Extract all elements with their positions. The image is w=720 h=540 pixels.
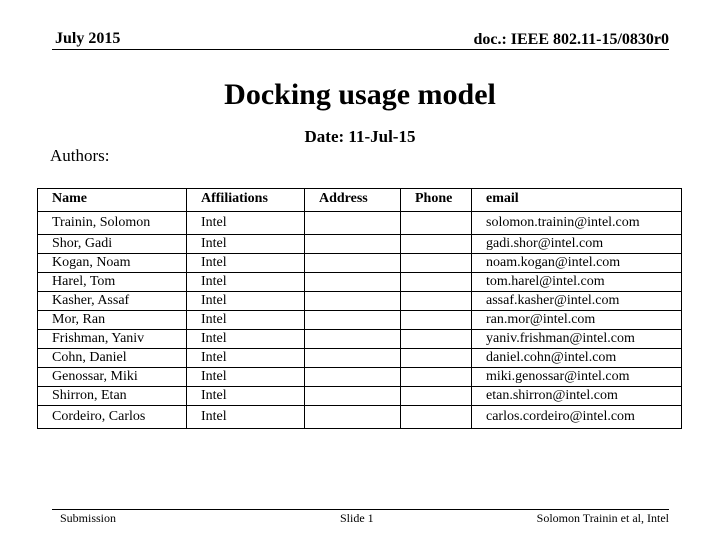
cell-email: miki.genossar@intel.com — [472, 368, 682, 387]
cell-address — [305, 212, 401, 235]
cell-phone — [401, 292, 472, 311]
cell-phone — [401, 273, 472, 292]
footer-submission: Submission — [60, 511, 117, 525]
cell-name: Cohn, Daniel — [38, 349, 187, 368]
cell-phone — [401, 254, 472, 273]
slide-title: Docking usage model — [224, 78, 496, 111]
cell-affiliation: Intel — [187, 273, 305, 292]
footer-divider — [52, 509, 669, 510]
cell-email: tom.harel@intel.com — [472, 273, 682, 292]
cell-phone — [401, 368, 472, 387]
cell-affiliation: Intel — [187, 311, 305, 330]
cell-email: assaf.kasher@intel.com — [472, 292, 682, 311]
cell-email: carlos.cordeiro@intel.com — [472, 406, 682, 429]
header-divider — [52, 49, 669, 50]
cell-email: ran.mor@intel.com — [472, 311, 682, 330]
cell-name: Frishman, Yaniv — [38, 330, 187, 349]
table-row — [38, 254, 682, 273]
cell-email: noam.kogan@intel.com — [472, 254, 682, 273]
table-row — [38, 387, 682, 406]
cell-phone — [401, 387, 472, 406]
cell-affiliation: Intel — [187, 330, 305, 349]
column-header-phone: Phone — [401, 189, 472, 212]
table-row — [38, 212, 682, 235]
table-row — [38, 311, 682, 330]
table-row — [38, 273, 682, 292]
cell-address — [305, 387, 401, 406]
date-line: Date: 11-Jul-15 — [304, 127, 416, 146]
table-row — [38, 406, 682, 429]
table-row — [38, 349, 682, 368]
cell-affiliation: Intel — [187, 254, 305, 273]
cell-name: Kasher, Assaf — [38, 292, 187, 311]
cell-address — [305, 292, 401, 311]
header-doc-id: doc.: IEEE 802.11-15/0830r0 — [473, 31, 669, 48]
table-row — [38, 235, 682, 254]
cell-address — [305, 254, 401, 273]
column-header-affiliations: Affiliations — [187, 189, 305, 212]
cell-phone — [401, 235, 472, 254]
cell-phone — [401, 406, 472, 429]
cell-name: Kogan, Noam — [38, 254, 187, 273]
cell-phone — [401, 212, 472, 235]
cell-email: daniel.cohn@intel.com — [472, 349, 682, 368]
cell-name: Shirron, Etan — [38, 387, 187, 406]
footer-slide-number: Slide 1 — [340, 511, 374, 525]
column-header-name: Name — [38, 189, 187, 212]
cell-affiliation: Intel — [187, 235, 305, 254]
table-row — [38, 368, 682, 387]
cell-affiliation: Intel — [187, 349, 305, 368]
cell-affiliation: Intel — [187, 406, 305, 429]
table-row — [38, 292, 682, 311]
cell-phone — [401, 349, 472, 368]
cell-name: Cordeiro, Carlos — [38, 406, 187, 429]
authors-table — [37, 188, 682, 429]
cell-name: Shor, Gadi — [38, 235, 187, 254]
cell-phone — [401, 330, 472, 349]
cell-address — [305, 406, 401, 429]
cell-phone — [401, 311, 472, 330]
cell-affiliation: Intel — [187, 368, 305, 387]
cell-address — [305, 273, 401, 292]
cell-affiliation: Intel — [187, 292, 305, 311]
cell-address — [305, 330, 401, 349]
cell-address — [305, 349, 401, 368]
authors-label: Authors: — [50, 146, 110, 165]
footer-authors: Solomon Trainin et al, Intel — [536, 511, 669, 525]
cell-affiliation: Intel — [187, 212, 305, 235]
cell-name: Mor, Ran — [38, 311, 187, 330]
cell-email: etan.shirron@intel.com — [472, 387, 682, 406]
cell-email: gadi.shor@intel.com — [472, 235, 682, 254]
column-header-email: email — [472, 189, 682, 212]
header-date: July 2015 — [55, 30, 121, 47]
cell-address — [305, 235, 401, 254]
cell-affiliation: Intel — [187, 387, 305, 406]
cell-email: solomon.trainin@intel.com — [472, 212, 682, 235]
cell-name: Harel, Tom — [38, 273, 187, 292]
column-header-address: Address — [305, 189, 401, 212]
cell-name: Trainin, Solomon — [38, 212, 187, 235]
cell-address — [305, 311, 401, 330]
cell-address — [305, 368, 401, 387]
table-row — [38, 330, 682, 349]
table-header-row — [38, 189, 682, 212]
cell-name: Genossar, Miki — [38, 368, 187, 387]
cell-email: yaniv.frishman@intel.com — [472, 330, 682, 349]
